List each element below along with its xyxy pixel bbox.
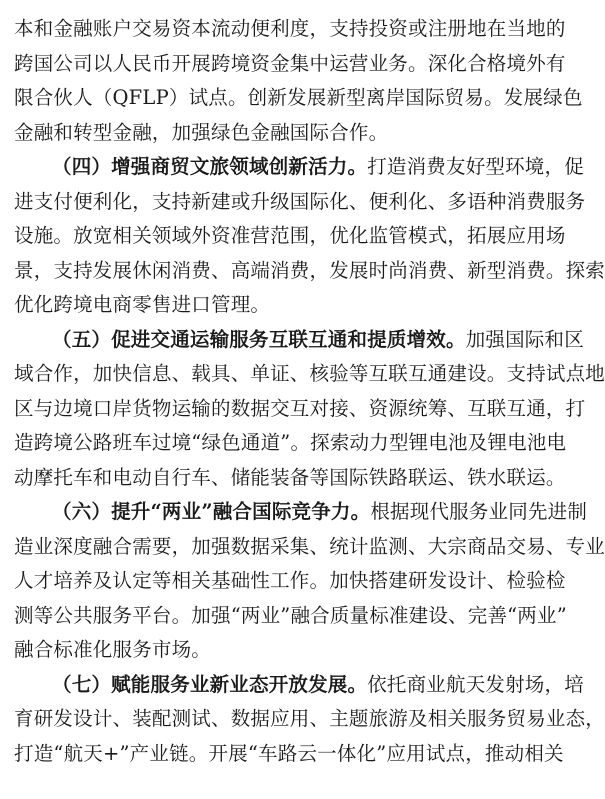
text-line-first [14,150,584,185]
text-run: 加强国际和区 [465,327,584,351]
text-line: 跨国公司以人民币开展跨境资金集中运营业务。深化合格境外有 [14,51,566,75]
section-heading-4: （四）增强商贸文旅领域创新活力。 [52,155,368,178]
paragraph-1 [14,12,583,150]
text-line: 优化跨境电商零售进口管理。 [14,293,271,316]
paragraph-5 [14,323,605,496]
text-line: 造跨境公路班车过境“绿色通道”。探索动力型锂电池及锂电池电 [14,431,567,454]
text-line: 人才培养及认定等相关基础性工作。加快搭建研发设计、检验检 [14,569,566,592]
text-line: 限合伙人（QFLP）试点。创新发展新型离岸国际贸易。发展绿色 [14,86,583,109]
text-line: 融合标准化服务市场。 [14,638,212,661]
text-line: 育研发设计、装配测试、数据应用、主题旅游及相关服务贸易业态， [14,707,605,730]
text-line: 域合作，加快信息、载具、单证、核验等互联互通建设。支持试点地 [14,362,605,385]
text-line: 设施。放宽相关领域外资准营范围，优化监管模式，拓展应用场 [14,224,566,247]
paragraph-6 [14,495,605,668]
text-line: 造业深度融合需要，加强数据采集、统计监测、大宗商品交易、专业 [14,534,605,558]
section-heading-5: （五）促进交通运输服务互联互通和提质增效。 [52,327,466,351]
section-heading-7: （七）赋能服务业新业态开放发展。 [52,672,368,696]
text-line: 测等公共服务平台。加强“两业”融合质量标准建设、完善“两业” [14,603,567,627]
section-heading-6: （六）提升“两业”融合国际竞争力。 [52,500,371,523]
text-line: 打造“航天+”产业链。开展“车路云一体化”应用试点，推动相关 [14,741,564,765]
text-line-first [14,323,584,358]
text-line: 动摩托车和电动自行车、储能装备等国际铁路联运、铁水联运。 [14,465,566,489]
text-run: 依托商业航天发射场，培 [367,672,584,696]
text-line: 金融和转型金融，加强绿色金融国际合作。 [14,120,389,144]
text-line: 进支付便利化，支持新建或升级国际化、便利化、多语种消费服务 [14,189,586,213]
text-run: 根据现代服务业同先进制 [370,500,588,523]
text-line-first [14,495,588,530]
paragraph-7 [14,668,605,772]
text-line-first [14,668,584,703]
text-line: 本和金融账户交易资本流动便利度，支持投资或注册地在当地的 [14,17,566,40]
text-line: 景，支持发展休闲消费、高端消费，发展时尚消费、新型消费。探索 [14,258,605,282]
text-run: 打造消费友好型环境，促 [367,155,584,178]
document-body [14,12,605,771]
paragraph-4 [14,150,605,323]
text-line: 区与边境口岸货物运输的数据交互对接、资源统筹、互联互通，打 [14,396,586,420]
